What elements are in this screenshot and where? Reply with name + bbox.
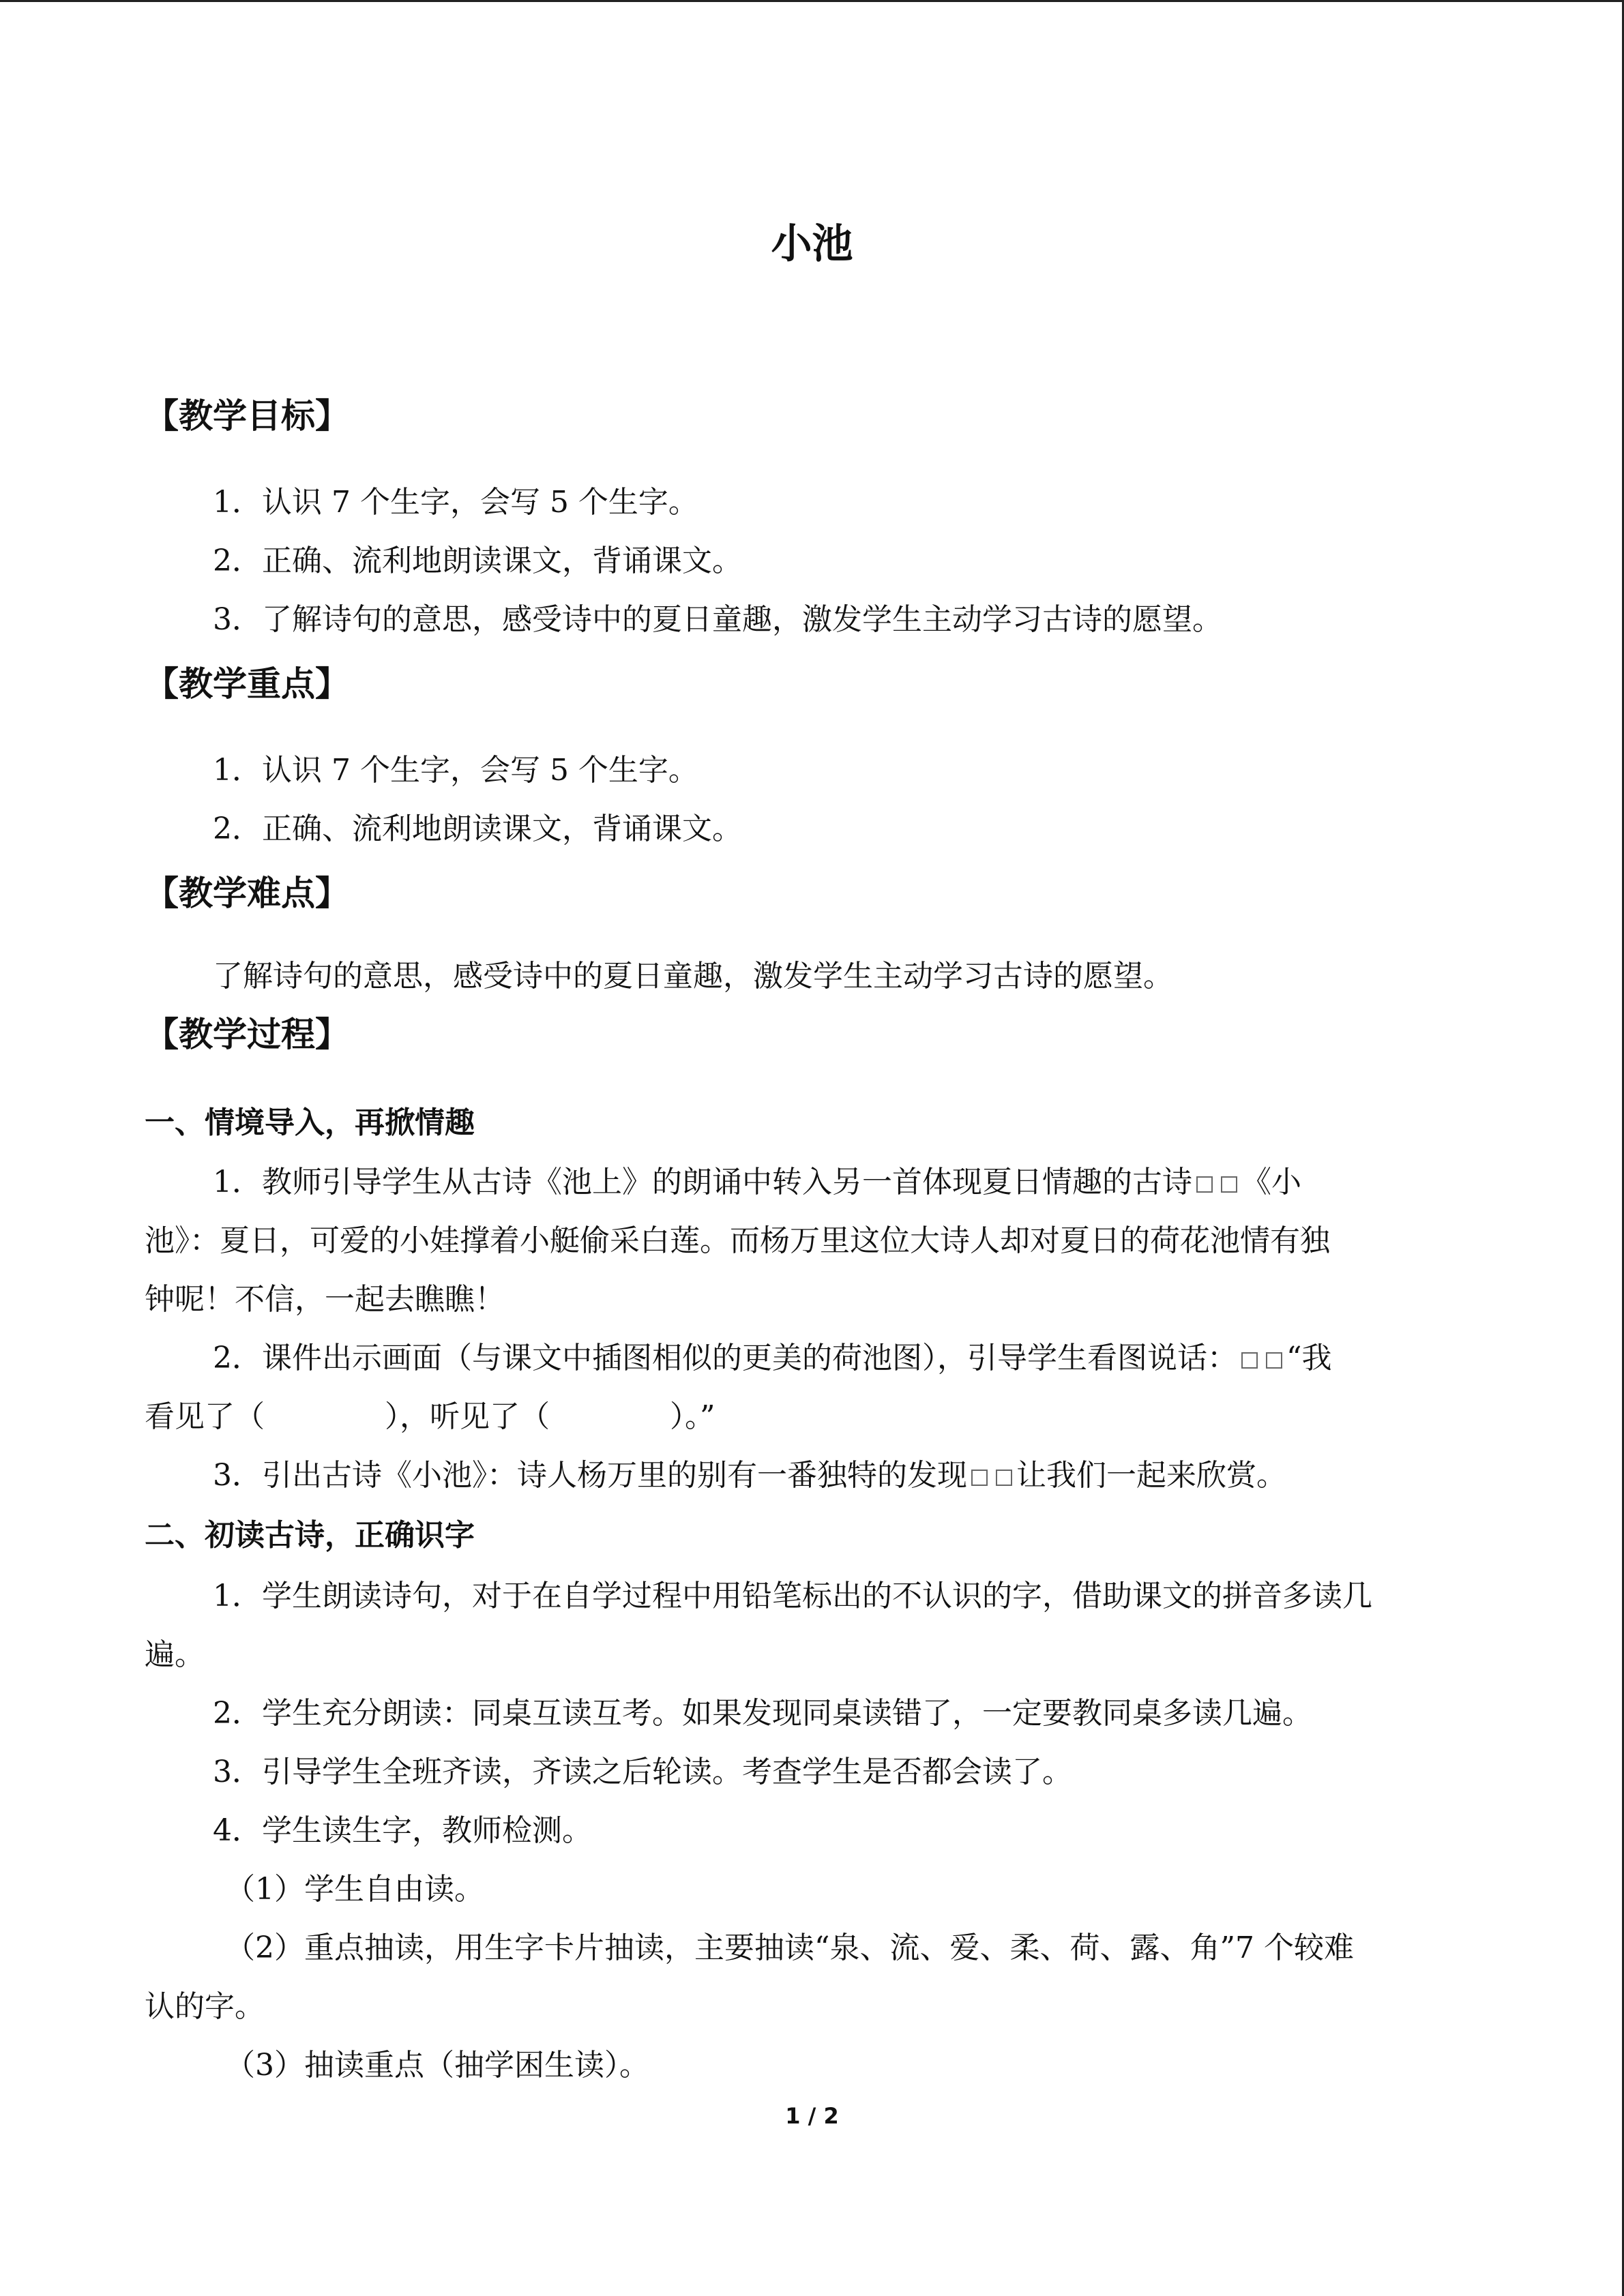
part1-line-3-end: 让我们一起来欣赏。 (1016, 1458, 1286, 1493)
part2-line-4: 4．学生读生字，教师检测。 (213, 1813, 592, 1848)
part1-line-1-cont: 池》：夏日，可爱的小娃撑着小艇偷采白莲。而杨万里这位大诗人却对夏日的荷花池情有独 (145, 1223, 1330, 1258)
part1-line-3 (213, 1450, 1286, 1494)
part2-line-3: 3．引导学生全班齐读，齐读之后轮读。考查学生是否都会读了。 (213, 1755, 1072, 1789)
missing-glyph-icon (996, 1470, 1012, 1486)
part2-sub-2-cont: 认的字。 (145, 1989, 265, 2024)
goal-item-2: 2．正确、流利地朗读课文，背诵课文。 (213, 543, 742, 578)
heading-difficult-points: 【教学难点】 (145, 874, 349, 913)
heading-goals: 【教学目标】 (145, 396, 349, 436)
part2-sub-3: （3）抽读重点（抽学困生读）。 (225, 2048, 649, 2083)
goal-item-3: 3．了解诗句的意思，感受诗中的夏日童趣，激发学生主动学习古诗的愿望。 (213, 602, 1222, 637)
heading-key-points: 【教学重点】 (145, 664, 349, 704)
part1-line-1-end: 《小 (1241, 1165, 1301, 1199)
key-item-1: 1．认识 7 个生字，会写 5 个生字。 (213, 753, 698, 788)
heading-process: 【教学过程】 (145, 1015, 349, 1054)
part1-line-1-text: 1．教师引导学生从古诗《池上》的朗诵中转入另一首体现夏日情趣的古诗 (213, 1165, 1192, 1199)
part2-heading: 二、初读古诗，正确识字 (145, 1518, 475, 1553)
part1-line-2-text: 2．课件出示画面（与课文中插图相似的更美的荷池图），引导学生看图说话： (213, 1341, 1237, 1375)
part2-sub-2: （2）重点抽读，用生字卡片抽读，主要抽读“泉、流、爱、柔、荷、露、角”7 个较难 (225, 1930, 1354, 1965)
document-title: 小池 (771, 220, 853, 268)
part1-line-2-cont: 看见了（ ），听见了（ ）。” (145, 1399, 715, 1434)
missing-glyph-icon (1241, 1352, 1258, 1369)
key-item-2: 2．正确、流利地朗读课文，背诵课文。 (213, 811, 742, 846)
part1-line-2 (213, 1333, 1332, 1377)
missing-glyph-icon (1221, 1176, 1237, 1193)
difficult-text: 了解诗句的意思，感受诗中的夏日童趣，激发学生主动学习古诗的愿望。 (213, 959, 1173, 994)
part2-line-1-cont: 遍。 (145, 1637, 205, 1672)
part2-sub-1: （1）学生自由读。 (225, 1872, 484, 1907)
part2-line-2: 2．学生充分朗读：同桌互读互考。如果发现同桌读错了，一定要教同桌多读几遍。 (213, 1696, 1312, 1731)
missing-glyph-icon (971, 1470, 988, 1486)
part1-line-2-end: “我 (1286, 1341, 1332, 1375)
goal-item-1: 1．认识 7 个生字，会写 5 个生字。 (213, 485, 698, 520)
part1-heading: 一、情境导入，再掀情趣 (145, 1105, 475, 1140)
part2-line-1: 1．学生朗读诗句，对于在自学过程中用铅笔标出的不认识的字，借助课文的拼音多读几 (213, 1579, 1372, 1613)
part1-line-3-text: 3．引出古诗《小池》：诗人杨万里的别有一番独特的发现 (213, 1458, 967, 1493)
missing-glyph-icon (1196, 1176, 1213, 1193)
missing-glyph-icon (1266, 1352, 1282, 1369)
part1-line-1 (213, 1157, 1301, 1201)
part1-line-1-cont2: 钟呢！不信，一起去瞧瞧！ (145, 1282, 505, 1317)
page-number: 1 / 2 (785, 2103, 839, 2129)
